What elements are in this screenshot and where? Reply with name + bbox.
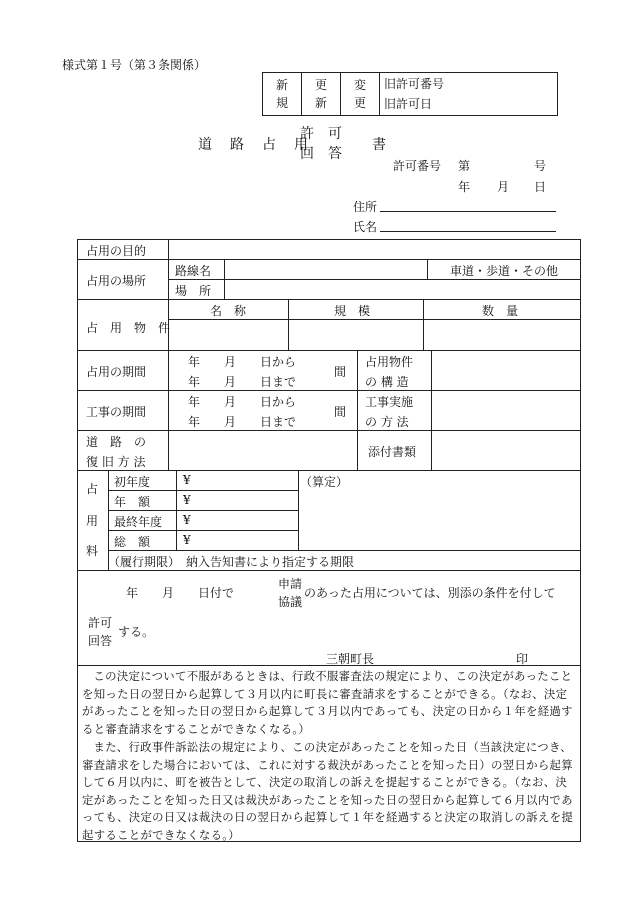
restore-label-2: 復 旧 方 法	[86, 455, 146, 469]
first-year-label: 初年度	[114, 475, 151, 489]
row-divider	[108, 530, 298, 531]
fee-label-2: 用	[86, 514, 99, 528]
method-label-1: 工事実施	[365, 395, 414, 409]
work-period-between: 間	[334, 405, 347, 419]
row-divider	[78, 259, 580, 260]
renewal-type-box	[262, 72, 558, 116]
route-name-label: 路線名	[175, 264, 212, 278]
col-divider	[427, 259, 428, 279]
location-label: 場 所	[175, 284, 212, 298]
object-label: 占 用 物 件	[86, 321, 171, 335]
old-permit-cell	[380, 73, 558, 116]
col-divider	[431, 350, 432, 470]
structure-label-2: の 構 造	[365, 375, 409, 389]
col-divider	[357, 350, 358, 470]
new-cell	[263, 73, 302, 116]
structure-label-1: 占用物件	[365, 355, 414, 369]
decision-text: のあった占用については、別添の条件を付して	[304, 586, 556, 600]
decision-date: 年 月 日付で	[126, 586, 235, 600]
lawsuit-notice: また、行政事件訴訟法の規定により、この決定があったことを知った日（当該決定につき、審査請求をした場合においては、これに対する裁決があったことを知った日）の翌日から起算して６月以内に、町を被告として、決定の取消しの訴えを提起することができる。（なお、決定があったことを知った日又は裁決があったことを知った日の翌日から起算して６月以内であっても、決定の日又は裁決の日の翌日から起算して１年を経過すると決定の取消しの訴えを提起することができなくなる。）	[82, 740, 574, 842]
attachments-label: 添付書類	[368, 445, 417, 459]
address-line[interactable]	[380, 211, 556, 212]
purpose-field[interactable]	[170, 240, 578, 258]
row-divider	[108, 510, 298, 511]
place-label: 占用の場所	[86, 274, 147, 288]
col-qty-header: 数 量	[482, 304, 519, 318]
col-divider	[176, 470, 177, 550]
permit-no-label: 許可番号	[393, 159, 442, 173]
method-label-2: の 方 法	[365, 415, 409, 429]
col-name-header: 名 称	[210, 304, 247, 318]
row-divider	[78, 470, 580, 471]
decision-option-apply: 申請	[278, 577, 303, 591]
period-from: 年 月 日から	[188, 355, 297, 369]
old-permit-no-label: 旧許可番号	[384, 77, 445, 91]
title-part2: 書	[372, 137, 386, 153]
decision-option-permit: 許可	[88, 616, 113, 630]
title-option-permit: 許 可	[300, 126, 342, 142]
decision-suru: する。	[118, 625, 155, 639]
yen-symbol: ¥	[183, 473, 191, 487]
last-year-label: 最終年度	[114, 515, 163, 529]
work-period-to: 年 月 日まで	[188, 415, 297, 429]
update-cell	[302, 73, 341, 116]
appeal-notice: この決定について不服があるときは、行政不服審査法の規定により、この決定があったことを知った日の翌日から起算して３月以内に町長に審査請求をすることができる。（なお、決定があったことを知った日の翌日から起算して３月以内であっても、決定の日から１年を経過すると審査請求をすることができなくなる。）	[82, 669, 573, 736]
col-divider	[423, 299, 424, 350]
new-label: 新規	[276, 78, 289, 110]
form-label: 様式第１号（第３条関係）	[62, 58, 207, 72]
row-divider	[78, 390, 580, 391]
old-permit-date-label: 旧許可日	[384, 97, 433, 111]
yen-symbol: ¥	[183, 513, 191, 527]
date-month: 月	[497, 180, 510, 194]
decision-option-consult: 協議	[278, 595, 303, 609]
row-divider	[168, 319, 580, 320]
update-label: 更新	[315, 78, 328, 110]
road-type-options[interactable]: 車道・歩道・その他	[450, 264, 559, 278]
row-divider	[108, 490, 298, 491]
fee-label-3: 料	[86, 544, 99, 558]
work-period-from: 年 月 日から	[188, 395, 297, 409]
row-divider	[108, 550, 580, 551]
col-divider	[168, 240, 169, 470]
title-option-reply: 回 答	[300, 146, 342, 162]
col-scale-header: 規 模	[334, 304, 371, 318]
date-day: 日	[534, 180, 547, 194]
row-divider	[168, 279, 580, 280]
work-period-label: 工事の期間	[86, 405, 147, 419]
period-between: 間	[334, 365, 347, 379]
period-label: 占用の期間	[86, 365, 147, 379]
date-year: 年	[458, 180, 471, 194]
name-label: 氏名	[353, 220, 378, 234]
decision-option-reply: 回答	[88, 634, 113, 648]
change-cell	[341, 73, 380, 116]
seal-mark: 印	[516, 652, 529, 666]
application-table	[77, 239, 581, 842]
calc-label: （算定）	[300, 475, 349, 489]
row-divider	[78, 430, 580, 431]
permit-no-go: 号	[534, 159, 547, 173]
deadline-label: （履行期限）	[108, 555, 181, 569]
address-label: 住所	[353, 200, 378, 214]
col-divider	[288, 299, 289, 350]
change-label: 変更	[354, 78, 367, 110]
mayor-label: 三朝町長	[326, 652, 375, 666]
restore-label-1: 道 路 の	[86, 435, 147, 449]
yen-symbol: ¥	[183, 493, 191, 507]
row-divider	[78, 299, 580, 300]
col-divider	[298, 470, 299, 550]
permit-no-dai: 第	[458, 159, 471, 173]
yen-symbol: ¥	[183, 533, 191, 547]
name-line[interactable]	[380, 231, 556, 232]
annual-label: 年 額	[114, 495, 151, 509]
fee-label-1: 占	[86, 482, 99, 496]
row-divider	[78, 350, 580, 351]
purpose-label: 占用の目的	[86, 244, 147, 258]
deadline-text: 納入告知書により指定する期限	[186, 555, 355, 569]
title-part1: 道 路 占 用	[198, 137, 310, 153]
col-divider	[224, 259, 225, 299]
row-divider	[78, 570, 580, 571]
total-label: 総 額	[114, 535, 151, 549]
period-to: 年 月 日まで	[188, 375, 297, 389]
